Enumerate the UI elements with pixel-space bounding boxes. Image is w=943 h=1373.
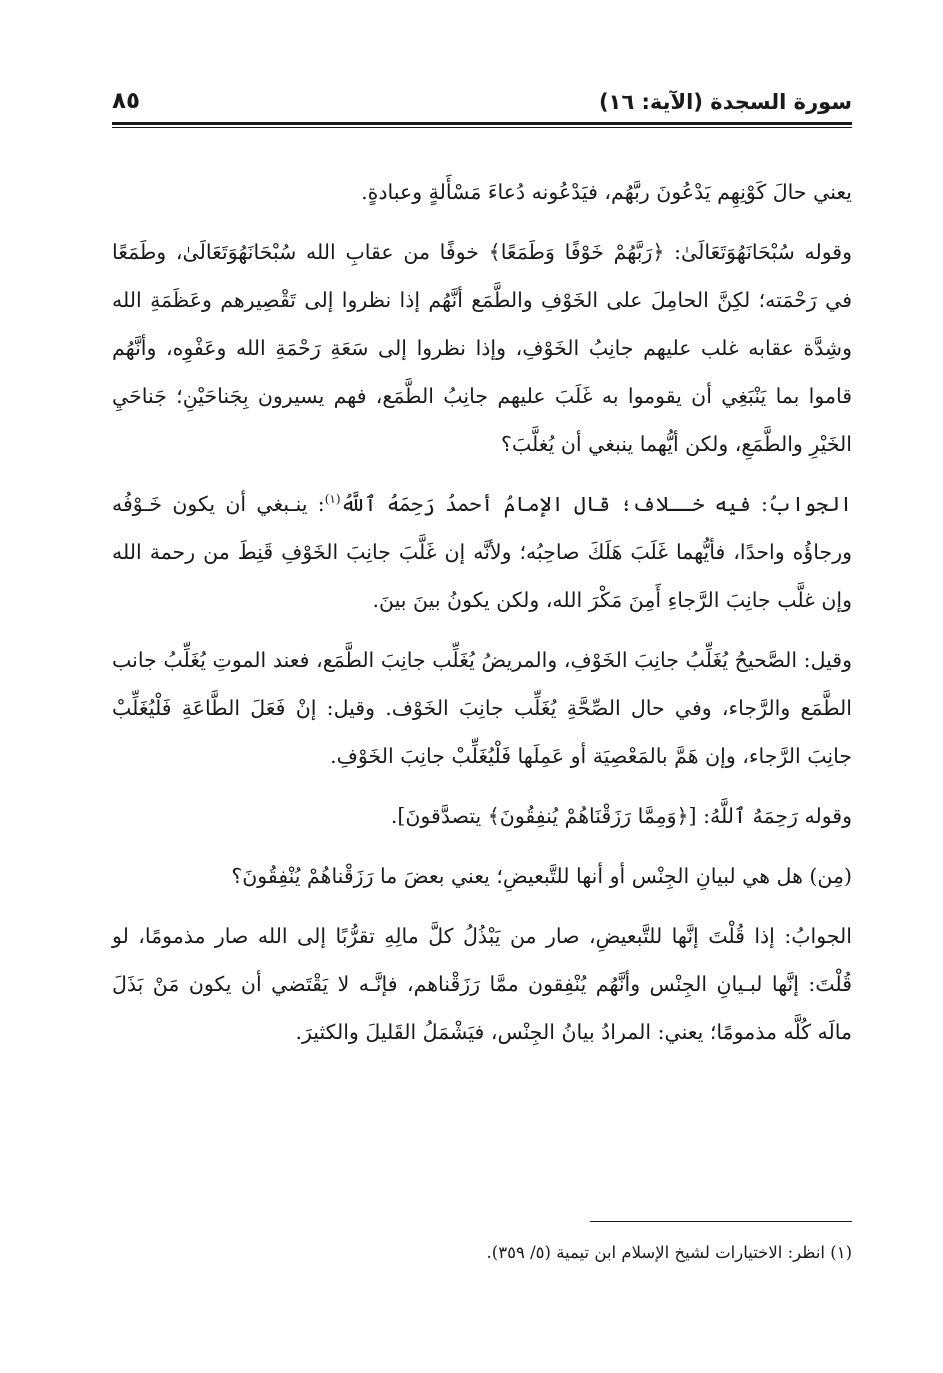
paragraph-3-text-after: : ينـبغي أن يكون خَـوْفُه ورجاؤُه واحدًا، فأيُّهما غَلَبَ هَلَكَ صاحِبُه؛ ولأنَّه إن غَلَّبَ جانِبَ الخَوْفِ قَنِطَ من رحمة الله وإن غلَّب جانِبَ الرَّجاءِ أَمِنَ مَكْرَ الله، ولكن يكونُ بينَ بينَ. <box>112 492 852 612</box>
footnote-separator <box>590 1221 852 1222</box>
footnote: (١) انظر: الاختيارات لشيخ الإسلام ابن تيمية (٥/ ٣٥٩). <box>486 1243 852 1262</box>
paragraph-3-text-before: الجوابُ: فيه خــلاف؛ قال الإمامُ أحمدُ رَحِمَهُ ٱللَّهُ <box>340 492 852 516</box>
paragraph-4: وقيل: الصَّحيحُ يُغَلِّبُ جانِبَ الخَوْفِ، والمريضُ يُغَلِّب جانِبَ الطَّمَع، فعند الموتِ يُغَلِّبُ جانب الطَّمَع والرَّجاء، وفي حال الصِّحَّةِ يُغَلِّب جانِبَ الخَوْف. وقيل: إنْ فَعَلَ الطَّاعَةِ فَلْيُغَلِّبْ جانِبَ الرَّجاء، وإن هَمَّ بالمَعْصِيَة أو عَمِلَها فَلْيُغَلِّبْ جانِبَ الخَوْفِ. <box>112 648 852 768</box>
paragraph-3 <box>112 480 852 624</box>
paragraph-1: يعني حالَ كَوْنِهِم يَدْعُونَ ربَّهُم، فيَدْعُونه دُعاءَ مَسْأَلةٍ وعبادةٍ. <box>361 180 852 204</box>
page-header <box>112 84 852 124</box>
running-title: سورة السجدة (الآية: ١٦) <box>598 90 852 114</box>
page-number: ٨٥ <box>112 88 141 114</box>
footnote-reference: (١) <box>324 492 341 507</box>
paragraph-2: وقوله سُبْحَانَهُوَتَعَالَىٰ: ﴿رَبَّهُمْ خَوْفًا وَطَمَعًا﴾ خوفًا من عقابِ الله سُبْحَانَهُوَتَعَالَىٰ، وطَمَعًا في رَحْمَته؛ لكِنَّ الحامِلَ على الخَوْفِ والطَّمَع أنَّهُم إذا نظروا إلى تَقْصِيرهم وعَظَمَةِ الله وشِدَّة عقابه غلب عليهم جانِبُ الخَوْفِ، وإذا نظروا إلى سَعَةِ رَحْمَةِ الله وعَفْوِه، وأنَّهُم قاموا بما يَنْبَغِي أن يقوموا به غَلَبَ عليهم جانِبُ الطَّمَع، فهم يسيرون بِجَناحَيْنِ؛ جَناحَيِ الخَيْرِ والطَّمَعِ، ولكن أيُّهما ينبغي أن يُغلَّبَ؟ <box>112 240 852 456</box>
body-text <box>112 168 852 1068</box>
paragraph-6: (مِن) هل هي لبيانِ الجِنْس أو أنها للتَّبعيضِ؛ يعني بعضَ ما رَزَقْناهُمْ يُنْفِقُونَ؟ <box>231 864 852 888</box>
paragraph-5: وقوله رَحِمَهُ ٱللَّهُ: [﴿وَمِمَّا رَزَقْنَاهُمْ يُنفِقُونَ﴾ يتصدَّقونَ]. <box>390 804 852 828</box>
header-rule-thin <box>112 127 852 128</box>
paragraph-7: الجوابُ: إذا قُلْتَ إنَّها للتَّبعيضِ، صار من يَبْذُلُ كلَّ مالِهِ تقرُّبًا إلى الله صار مذمومًا، لو قُلْتَ: إنَّها لبـيانِ الجِنْس وأنَّهُم يُنْفِقون ممَّا رَزَقْناهم، فإنَّـه لا يَقْتَضي أن يكون مَنْ بَذَلَ مالَه كُلَّه مذمومًا؛ يعني: المرادُ بيانُ الجِنْس، فيَشْمَلُ القَليلَ والكثيرَ. <box>112 924 852 1044</box>
header-rule-thick <box>112 122 852 125</box>
